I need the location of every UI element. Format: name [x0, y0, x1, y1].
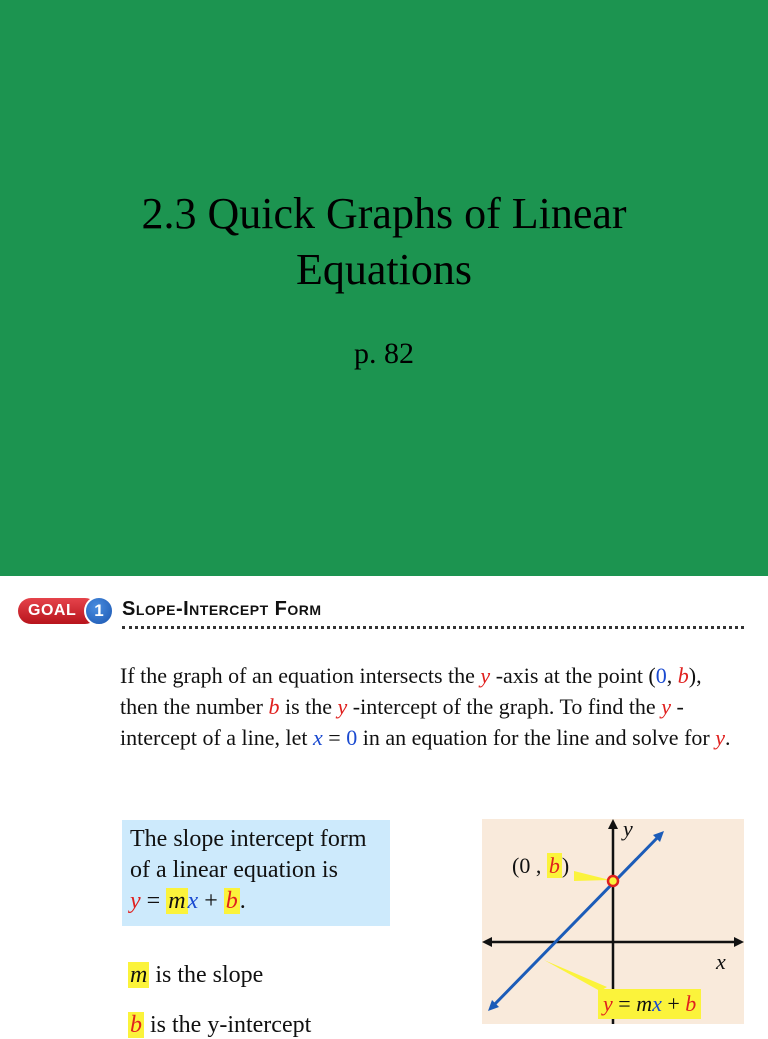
slope-intercept-graph — [482, 816, 744, 1024]
var-x: x — [187, 888, 199, 914]
plus: + — [661, 991, 686, 1016]
slope-text: is the slope — [149, 962, 264, 988]
equals: = — [140, 888, 167, 914]
m: m — [636, 991, 653, 1016]
x: x — [652, 991, 662, 1016]
y: y — [603, 991, 613, 1016]
callout-formula — [130, 886, 382, 917]
text: If the graph of an equation intersects the — [120, 663, 481, 688]
text: = — [322, 725, 347, 750]
heading-divider — [122, 626, 744, 629]
var-y: y — [130, 888, 141, 914]
zero: 0 — [346, 725, 358, 750]
text: is the — [279, 694, 338, 719]
definition-paragraph — [120, 660, 740, 753]
m: m — [168, 888, 186, 914]
text: -intercept of a line, let — [120, 694, 684, 750]
b: b — [130, 1012, 142, 1038]
text: . — [725, 725, 731, 750]
goal-badge — [18, 596, 110, 626]
var-y: y — [337, 694, 348, 719]
point-close: ) — [561, 853, 570, 878]
text: in an equation for the line and solve for — [357, 725, 716, 750]
plus: + — [198, 888, 224, 914]
point-b — [547, 853, 562, 878]
var-b — [224, 888, 240, 914]
var-x: x — [313, 725, 323, 750]
var-y: y — [661, 694, 671, 719]
callout-line-2: of a linear equation is — [130, 857, 338, 883]
eq: = — [612, 991, 637, 1016]
zero: 0 — [655, 663, 667, 688]
var-b: b — [677, 663, 689, 688]
var-b — [128, 1012, 144, 1038]
equation-label — [598, 989, 701, 1019]
text: , — [666, 663, 678, 688]
y-axis-label: y — [623, 816, 633, 841]
point-open: (0 , — [512, 853, 547, 878]
goal-number: 1 — [84, 596, 114, 626]
var-y: y — [715, 725, 725, 750]
intercept-note — [128, 1012, 311, 1039]
b: b — [548, 853, 560, 878]
content-slide — [0, 576, 768, 1038]
slope-note — [128, 962, 263, 989]
b: b — [225, 888, 238, 914]
callout-line-1: The slope intercept form — [130, 826, 367, 852]
y-intercept-point — [608, 876, 618, 886]
slope-intercept-callout — [122, 820, 390, 926]
period: . — [239, 888, 246, 914]
section-heading: Slope-Intercept Form — [122, 598, 322, 620]
point-label — [512, 853, 569, 879]
var-m — [128, 962, 149, 988]
slide-title: 2.3 Quick Graphs of Linear Equations — [141, 189, 627, 294]
x-axis-label: x — [716, 949, 726, 974]
intercept-text: is the y-intercept — [144, 1012, 312, 1038]
var-m — [166, 888, 187, 914]
m: m — [130, 962, 148, 988]
var-b: b — [268, 694, 280, 719]
text: -intercept of the graph. To find the — [347, 694, 662, 719]
goal-label: GOAL — [18, 598, 98, 624]
b: b — [685, 991, 697, 1016]
text: -axis at the point ( — [490, 663, 656, 688]
text: ), then the number — [120, 663, 702, 719]
var-y: y — [480, 663, 491, 688]
page-reference: p. 82 — [354, 337, 414, 370]
